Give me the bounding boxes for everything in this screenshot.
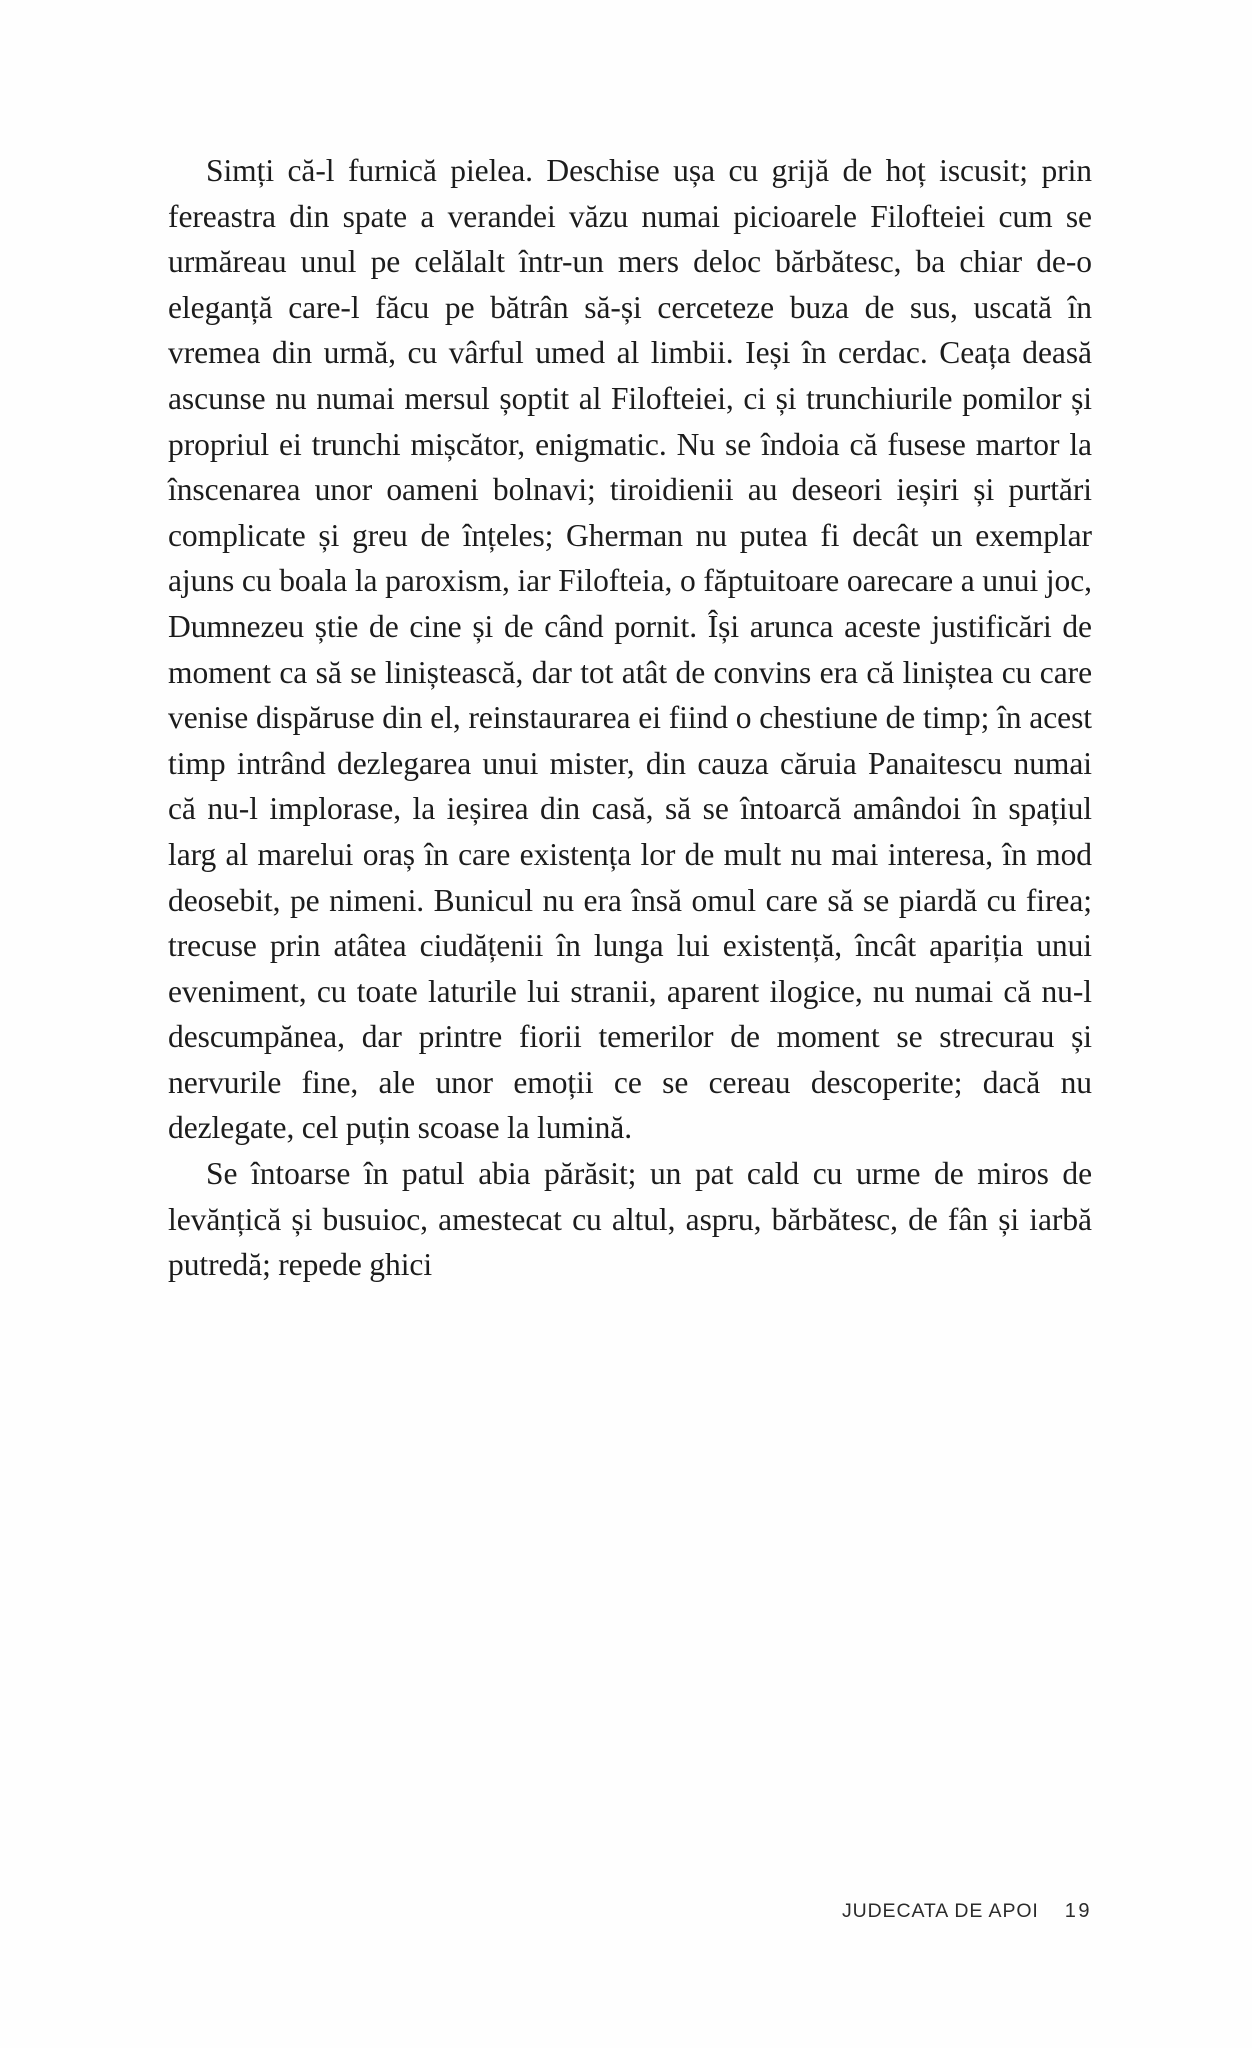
body-paragraph: Simți că-l furnică pielea. Deschise ușa cu grijă de hoț iscusit; prin fereastra din spate a verandei văzu numai picioarele Filofteiei cum se urmăreau unul pe celălalt într-un mers deloc bărbătesc, ba chiar de-o eleganță care-l făcu pe bătrân să-și cerceteze buza de sus, uscată în vremea din urmă, cu vârful umed al limbii. Ieși în cerdac. Ceața deasă ascunse nu numai mersul șoptit al Filofteiei, ci și trunchiurile pomilor și propriul ei trunchi mișcător, enigmatic. Nu se îndoia că fusese martor la înscenarea unor oameni bolnavi; tiroidienii au deseori ieșiri și purtări complicate și greu de înțeles; Gherman nu putea fi decât un exemplar ajuns cu boala la paroxism, iar Filofteia, o făptuitoare oarecare a unui joc, Dumnezeu știe de cine și de când pornit. Își arunca aceste justificări de moment ca să se liniștească, dar tot atât de convins era că liniștea cu care venise dispăruse din el, reinstaurarea ei fiind o chestiune de timp; în acest timp intrând dezlegarea unui mister, din cauza căruia Panaitescu numai că nu-l implorase, la ieșirea din casă, să se întoarcă amândoi în spațiul larg al marelui oraș în care existența lor de mult nu mai interesa, în mod deosebit, pe nimeni. Bunicul nu era însă omul care să se piardă cu firea; trecuse prin atâtea ciudățenii în lunga lui existență, încât apariția unui eveniment, cu toate laturile lui stranii, aparent ilogice, nu numai că nu-l descumpănea, dar printre fiorii temerilor de moment se strecurau și nervurile fine, ale unor emoții ce se cereau descoperite; dacă nu dezlegate, cel puțin scoase la lumină. bbox=[168, 153, 1092, 1146]
body-paragraph: Se întoarse în patul abia părăsit; un pat cald cu urme de miros de levănțică și busuioc, amestecat cu altul, aspru, bărbătesc, de fân și iarbă putredă; repede ghici bbox=[168, 1156, 1092, 1283]
page-number: 19 bbox=[1064, 1900, 1092, 1922]
body-text-column bbox=[168, 148, 1092, 1288]
running-title: JUDECATA DE APOI bbox=[841, 1900, 1039, 1922]
page-footer bbox=[168, 1900, 1092, 1923]
